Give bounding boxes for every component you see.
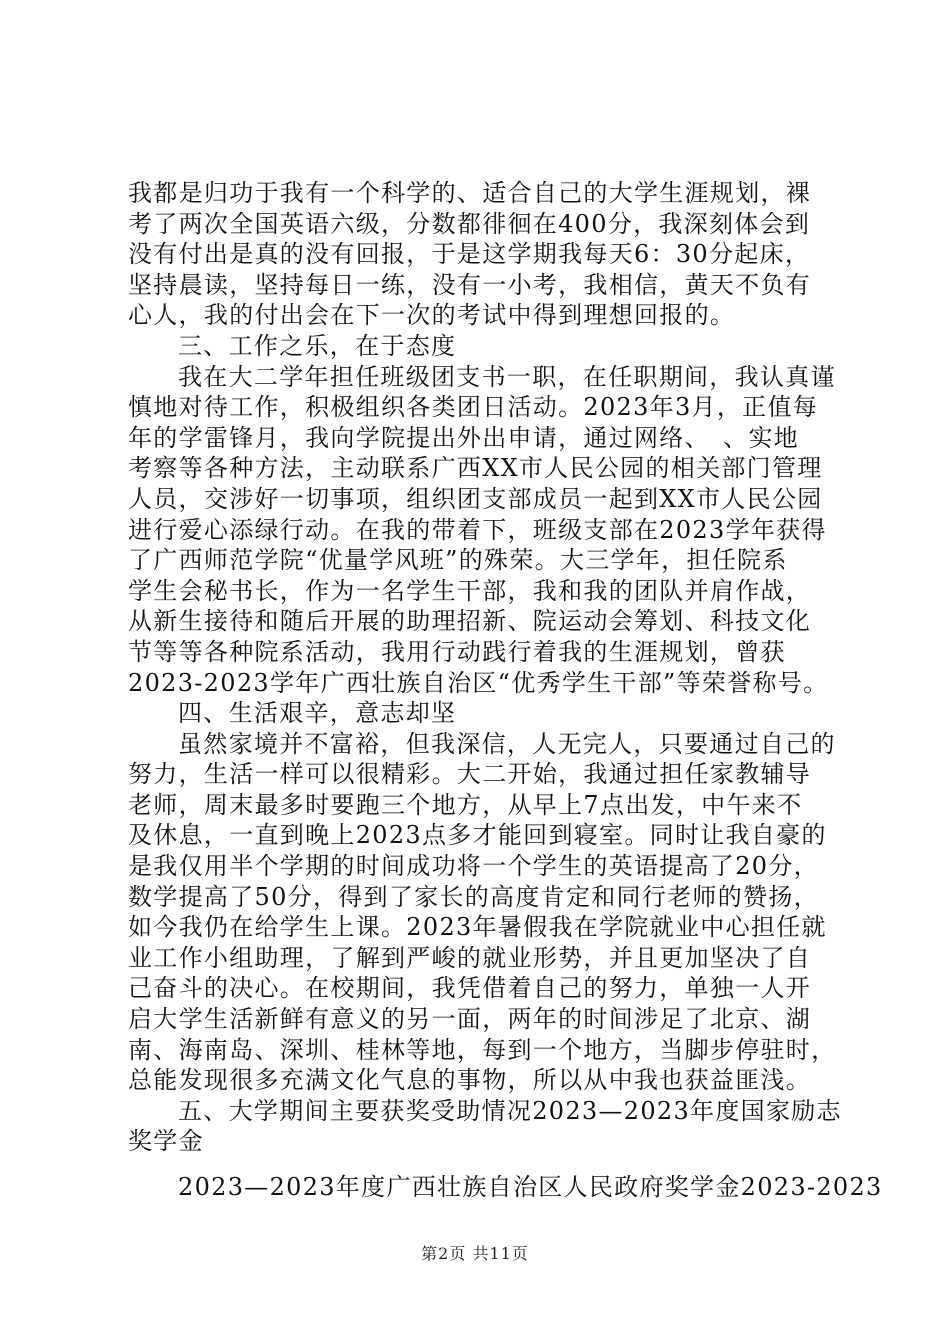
text-line: 节等等各种院系活动，我用行动践行着我的生涯规划，曾获 — [128, 637, 786, 666]
text-line: 及休息，一直到晚上2023点多才能回到寝室。同时让我自豪的 — [128, 821, 827, 850]
text-line: 心人，我的付出会在下一次的考试中得到理想回报的。 — [128, 301, 736, 330]
section-heading: 四、生活艰辛，意志却坚 — [178, 699, 457, 728]
text-line: 老师，周末最多时要跑三个地方，从早上7点出发，中午来不 — [128, 790, 803, 819]
section-heading: 五、大学期间主要获奖受助情况2023—2023年度国家励志 — [178, 1096, 842, 1125]
text-line: 启大学生活新鲜有意义的另一面，两年的时间涉足了北京、湖 — [128, 1005, 812, 1034]
text-line: 是我仅用半个学期的时间成功将一个学生的英语提高了20分， — [128, 852, 819, 881]
text-line: 南、海南岛、深圳、桂林等地，每到一个地方，当脚步停驻时， — [128, 1035, 837, 1064]
text-line: 数学提高了50分，得到了家长的高度肯定和同行老师的赞扬， — [128, 882, 819, 911]
text-line: 2023-2023学年广西壮族自治区“优秀学生干部”等荣誉称号。 — [128, 668, 829, 697]
text-line: 了广西师范学院“优量学风班”的殊荣。大三学年，担任院系 — [128, 546, 788, 575]
text-line: 坚持晨读，坚持每日一练，没有一小考，我相信，黄天不负有 — [128, 270, 812, 299]
text-line: 进行爱心添绿行动。在我的带着下，班级支部在2023学年获得 — [128, 515, 827, 544]
text-line: 年的学雷锋月，我向学院提出外出申请，通过网络、 、实地 — [128, 423, 800, 452]
text-line: 己奋斗的决心。在校期间，我凭借着自己的努力，单独一人开 — [128, 974, 812, 1003]
text-line: 如今我仍在给学生上课。2023年暑假我在学院就业中心担任就 — [128, 913, 827, 942]
text-line: 我都是归功于我有一个科学的、适合自己的大学生涯规划，裸 — [128, 179, 812, 207]
body-text — [128, 178, 883, 1203]
text-line: 总能发现很多充满文化气息的事物，所以从中我也获益匪浅。 — [128, 1066, 812, 1095]
text-line: 学生会秘书长，作为一名学生干部，我和我的团队并肩作战， — [128, 576, 812, 605]
text-line: 我在大二学年担任班级团支书一职，在任职期间，我认真谨 — [178, 362, 836, 391]
text-line: 慎地对待工作，积极组织各类团日活动。2023年3月，正值每 — [128, 393, 819, 422]
text-line: 考察等各种方法，主动联系广西XX市人民公园的相关部门管理 — [128, 454, 823, 483]
text-line: 2023—2023年度广西壮族自治区人民政府奖学金2023-2023 — [178, 1173, 883, 1201]
text-line: 从新生接待和随后开展的助理招新、院运动会筹划、科技文化 — [128, 607, 812, 636]
page-number: 第2页 共11页 — [421, 1244, 529, 1263]
text-line: 虽然家境并不富裕，但我深信，人无完人，只要通过自己的 — [178, 729, 836, 758]
text-line: 努力，生活一样可以很精彩。大二开始，我通过担任家教辅导 — [128, 760, 812, 789]
text-line: 没有付出是真的没有回报，于是这学期我每天6：30分起床， — [128, 240, 811, 269]
section-heading: 三、工作之乐，在于态度 — [178, 331, 457, 360]
text-line: 业工作小组助理，了解到严峻的就业形势，并且更加坚决了自 — [128, 943, 812, 972]
text-line: 奖学金 — [128, 1127, 204, 1156]
text-line: 考了两次全国英语六级，分数都徘徊在400分，我深刻体会到 — [128, 209, 811, 238]
text-line: 人员，交涉好一切事项，组织团支部成员一起到XX市人民公园 — [128, 484, 823, 513]
